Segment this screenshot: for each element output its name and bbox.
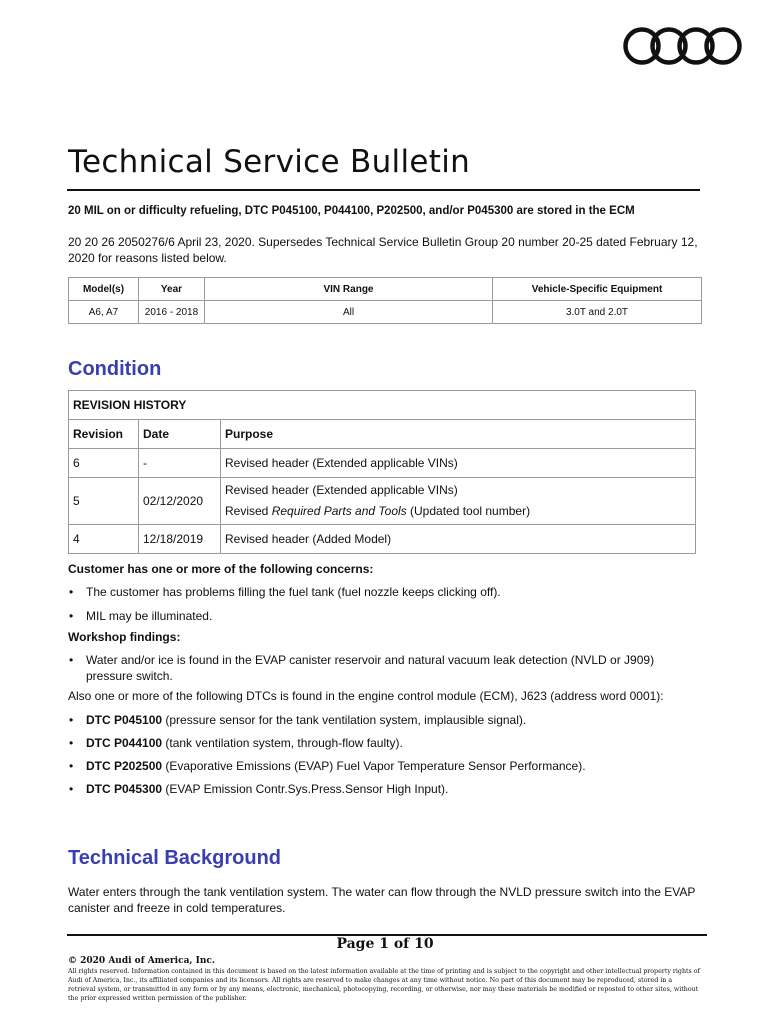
list-item: • Water and/or ice is found in the EVAP canister reservoir and natural vacuum leak detection (NVLD or J909) pressure switch. — [69, 653, 655, 683]
technical-background-text: Water enters through the tank ventilation system. The water can flow through the NVLD pressure switch into the EVAP canister and freeze in cold temperatures. — [68, 885, 696, 915]
table-header-cell: Year — [139, 278, 205, 301]
revision-date: - — [139, 449, 221, 478]
revision-purpose-line — [225, 501, 691, 522]
concerns-list — [68, 584, 698, 624]
dtc-list — [68, 712, 698, 797]
four-rings-logo — [622, 26, 746, 71]
bulletin-reference: 20 20 26 2050276/6 April 23, 2020. Supersedes Technical Service Bulletin Group 20 number 20-25 dated February 12, 2020 for reasons listed below. — [68, 235, 698, 265]
purpose-emphasis: Required Parts and Tools — [271, 504, 407, 518]
table-cell: A6, A7 — [69, 301, 139, 324]
revision-history-title: REVISION HISTORY — [69, 391, 696, 420]
revision-number: 5 — [69, 478, 139, 525]
revision-purpose-line: Revised header (Extended applicable VINs) — [225, 483, 458, 497]
table-row — [69, 478, 696, 525]
revision-number: 6 — [69, 449, 139, 478]
list-item: • The customer has problems filling the fuel tank (fuel nozzle keeps clicking off). — [69, 585, 501, 599]
table-cell: 3.0T and 2.0T — [493, 301, 702, 324]
list-item: • DTC P044100 (tank ventilation system, through-flow faulty). — [69, 736, 403, 750]
revision-date: 12/18/2019 — [139, 525, 221, 554]
findings-heading: Workshop findings: — [68, 630, 181, 644]
list-item: • DTC P045100 (pressure sensor for the tank ventilation system, implausible signal). — [69, 713, 527, 727]
table-header-cell: VIN Range — [205, 278, 493, 301]
legal-disclaimer: All rights reserved. Information contained in this document is based on the latest information available at the time of printing and is subject to the copyright and other intellectual property rights of Audi of America, Inc., its affiliated companies and its licensors. All rights are reserved to make changes at any time without notice. No part of this document may be reproduced, stored in a retrieval system, or transmitted in any form or by any means, electronic, mechanical, photocopying, recording, or otherwise, nor may these materials be modified or reposted to other sites, without the prior expressed written permission of the publisher. — [68, 968, 700, 1002]
table-header-cell: Model(s) — [69, 278, 139, 301]
applicability-table — [68, 277, 702, 324]
table-header-row — [69, 420, 696, 449]
table-header-cell: Revision — [69, 420, 139, 449]
revision-history-title-row — [69, 391, 696, 420]
list-item: • DTC P045300 (EVAP Emission Contr.Sys.Press.Sensor High Input). — [69, 782, 449, 796]
section-heading-technical-background: Technical Background — [68, 847, 282, 869]
purpose-text: (Updated tool number) — [406, 504, 531, 518]
dtc-code: DTC P045300 — [86, 782, 163, 796]
revision-date: 02/12/2020 — [139, 478, 221, 525]
concerns-heading: Customer has one or more of the following concerns: — [68, 562, 374, 576]
section-heading-condition: Condition — [68, 358, 162, 380]
table-cell: 2016 - 2018 — [139, 301, 205, 324]
list-item: • DTC P202500 (Evaporative Emissions (EVAP) Fuel Vapor Temperature Sensor Performance). — [69, 759, 586, 773]
table-cell: All — [205, 301, 493, 324]
page-title: Technical Service Bulletin — [68, 144, 471, 180]
title-divider — [67, 189, 700, 191]
revision-purpose: Revised header (Extended applicable VINs) — [221, 449, 696, 478]
findings-list — [68, 652, 698, 684]
table-row — [69, 525, 696, 554]
dtc-description: (tank ventilation system, through-flow faulty). — [162, 736, 403, 750]
copyright: © 2020 Audi of America, Inc. — [68, 956, 216, 966]
table-row — [69, 449, 696, 478]
dtc-description: (EVAP Emission Contr.Sys.Press.Sensor High Input). — [162, 782, 449, 796]
dtc-description: (Evaporative Emissions (EVAP) Fuel Vapor Temperature Sensor Performance). — [162, 759, 586, 773]
revision-history-table — [68, 390, 696, 554]
table-header-row — [69, 278, 702, 301]
table-header-cell: Vehicle-Specific Equipment — [493, 278, 702, 301]
list-item: • MIL may be illuminated. — [69, 609, 213, 623]
table-row — [69, 301, 702, 324]
page-number: Page 1 of 10 — [336, 936, 434, 952]
revision-number: 4 — [69, 525, 139, 554]
dtc-intro: Also one or more of the following DTCs is found in the engine control module (ECM), J623 (address word 0001): — [68, 689, 664, 703]
bulletin-subject: 20 MIL on or difficulty refueling, DTC P045100, P044100, P202500, and/or P045300 are stored in the ECM — [68, 205, 635, 217]
dtc-description: (pressure sensor for the tank ventilation system, implausible signal). — [162, 713, 527, 727]
dtc-code: DTC P202500 — [86, 759, 163, 773]
purpose-text: Revised — [225, 504, 272, 518]
revision-purpose: Revised header (Added Model) — [221, 525, 696, 554]
dtc-code: DTC P044100 — [86, 736, 163, 750]
table-header-cell: Date — [139, 420, 221, 449]
revision-purpose — [221, 478, 696, 525]
dtc-code: DTC P045100 — [86, 713, 163, 727]
table-header-cell: Purpose — [221, 420, 696, 449]
